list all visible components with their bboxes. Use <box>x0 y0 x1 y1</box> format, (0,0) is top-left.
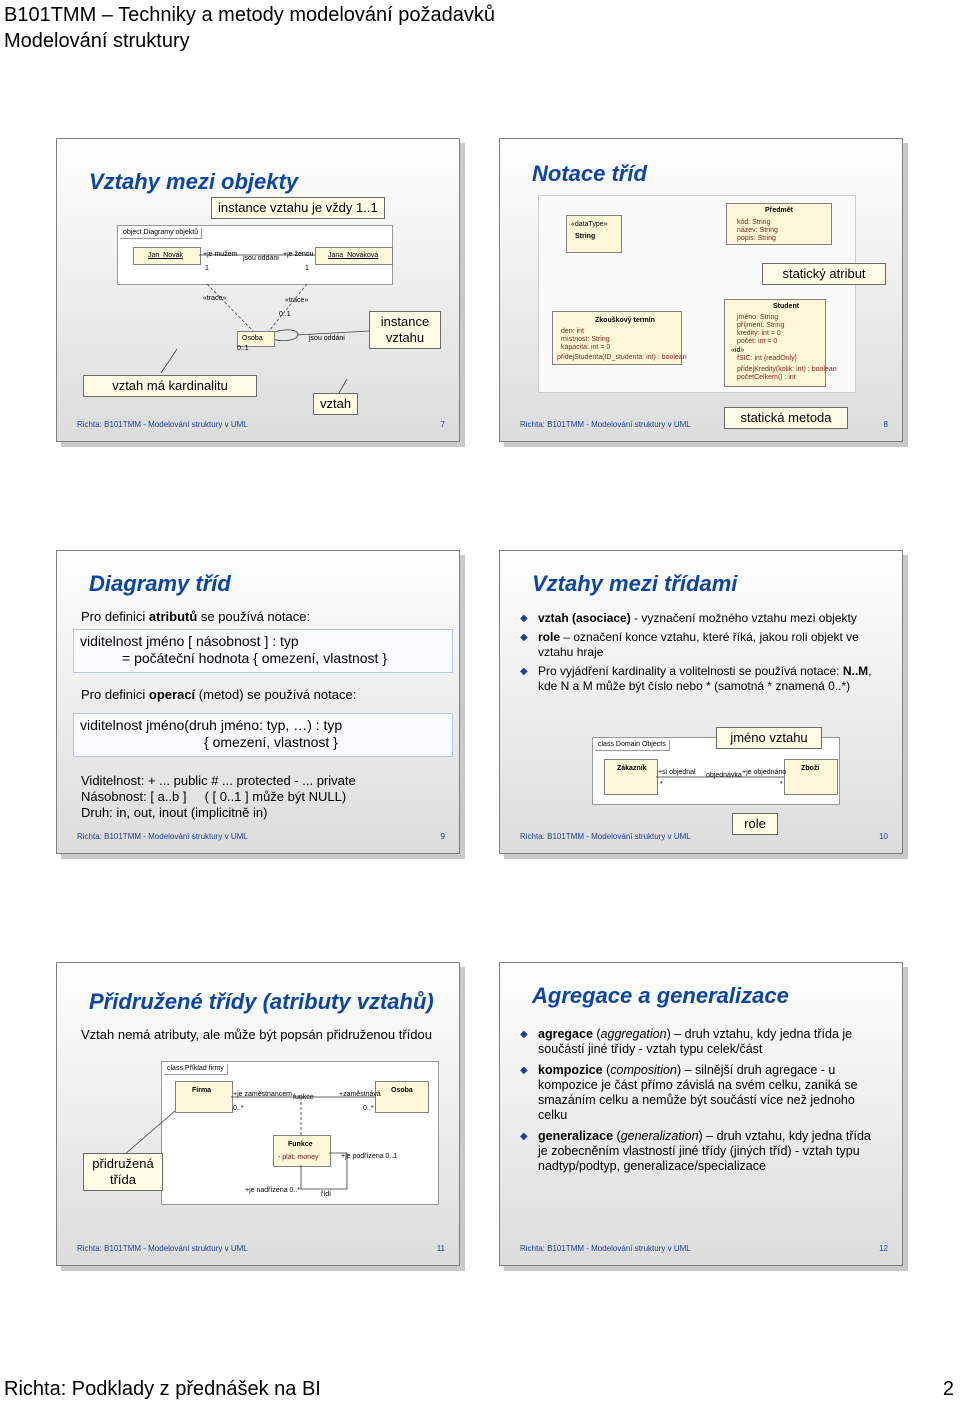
class-mult-top: 0..1 <box>279 311 291 318</box>
class-name: Funkce <box>288 1141 313 1148</box>
notation-line: = počáteční hodnota { omezení, vlastnost } <box>122 650 388 666</box>
slide-10 <box>499 550 903 854</box>
slide-title: Přidružené třídy (atributy vztahů) <box>89 989 434 1014</box>
attribute: popis: String <box>737 235 776 242</box>
header-topic: Modelování struktury <box>4 30 190 52</box>
text: ) – druh vztahu, kdy jedna třída je součástí jiné třídy - vztah typu celek/část <box>538 1027 853 1056</box>
operation: přidejKredity(kolik: int) : boolean <box>737 366 837 373</box>
attribute: kód: String <box>737 219 771 226</box>
callout-staticky-atribut: statický atribut <box>762 263 886 285</box>
class-name: Osoba <box>391 1087 413 1094</box>
multiplicity-line: Násobnost: [ a..b ] ( [ 0..1 ] může být NULL) <box>81 789 347 804</box>
role-je-zenou: +je ženou <box>283 251 314 258</box>
frame-label: object Diagramy objektů <box>120 228 202 239</box>
association-lines <box>57 963 459 1265</box>
attribute-notation <box>73 629 453 673</box>
slide-number: 7 <box>440 420 445 429</box>
role-label: +je nadřízena 0..* <box>245 1187 301 1194</box>
trace-right: «trace» <box>285 297 309 304</box>
intro-attributes <box>81 609 310 624</box>
callout-role: role <box>732 813 778 835</box>
notation-line: viditelnost jméno(druh jméno: typ, …) : typ <box>80 717 343 733</box>
attribute: den: int <box>561 328 584 335</box>
slide-footer: Richta: B101TMM - Modelování struktury v UML <box>77 832 248 841</box>
text: Pro definici <box>81 609 149 624</box>
assoc-label: funkce <box>293 1094 314 1101</box>
class-name: Zákazník <box>617 765 647 772</box>
term: agregace <box>538 1027 593 1041</box>
text: se používá notace: <box>197 609 311 624</box>
slide-11 <box>56 962 460 1266</box>
english-term: composition <box>610 1063 677 1077</box>
callout-jmeno-vztahu: jméno vztahu <box>716 727 822 749</box>
multiplicity: 0..* <box>363 1105 374 1112</box>
attribute: kapacita: int = 0 <box>561 344 611 351</box>
term: vztah (asociace) <box>538 611 631 625</box>
slide-title: Vztahy mezi třídami <box>532 571 738 596</box>
callout-vztah: vztah <box>313 393 358 415</box>
bullet-list <box>520 1027 884 1178</box>
slide-12 <box>499 962 903 1266</box>
bullet-generalizace <box>520 1129 884 1174</box>
term: kompozice <box>538 1063 603 1077</box>
slide-7 <box>56 138 460 442</box>
callout-staticka-metoda: statická metoda <box>724 407 848 429</box>
english-term: generalization <box>620 1129 699 1143</box>
text: - vyznačení možného vztahu mezi objekty <box>630 611 857 625</box>
header-course-title: B101TMM – Techniky a metody modelování požadavků <box>4 4 496 26</box>
term: generalizace <box>538 1129 614 1143</box>
class-name: Předmět <box>765 207 794 214</box>
role-label: +zaměstnává <box>339 1091 381 1098</box>
class-mult-bottom: 0..1 <box>237 345 249 352</box>
kind-line: Druh: in, out, inout (implicitně in) <box>81 805 268 820</box>
slide-number: 11 <box>436 1244 445 1253</box>
class-predmet <box>726 203 832 245</box>
slide-number: 10 <box>879 832 888 841</box>
trace-left: «trace» <box>203 295 227 302</box>
slide-8 <box>499 138 903 442</box>
attribute: název: String <box>737 227 778 234</box>
term: role <box>538 630 561 644</box>
page-header <box>4 2 495 54</box>
intro-operations <box>81 687 356 702</box>
slide-number: 12 <box>879 1244 888 1253</box>
bullet-agregace <box>520 1027 884 1057</box>
callout-pridruzena-trida <box>83 1153 163 1191</box>
operation-notation <box>73 713 453 757</box>
stereotype: «dataType» <box>571 221 608 228</box>
callout-text: instance vztahu <box>380 314 430 345</box>
role-je-muzem: +je mužem <box>203 251 238 258</box>
role-label: +je podřízena 0..1 <box>341 1153 398 1160</box>
attribute: jméno: String <box>737 314 779 321</box>
attribute: počet: int = 0 <box>737 338 778 345</box>
operation: přidejStudenta(ID_studenta: int) : boolean <box>557 354 687 361</box>
slide-title: Agregace a generalizace <box>532 983 789 1008</box>
text: ( <box>592 1027 601 1041</box>
keyword: atributů <box>148 609 198 624</box>
text: Pro definici <box>81 687 149 702</box>
slide-footer: Richta: B101TMM - Modelování struktury v UML <box>520 420 691 429</box>
page-footer: Richta: Podklady z přednášek na BI <box>4 1378 321 1400</box>
object-name: Jan_Novák <box>148 252 184 259</box>
multiplicity: * <box>660 781 663 788</box>
role-label: řídí <box>321 1191 332 1198</box>
mult-1-left: 1 <box>205 265 209 272</box>
slide-9 <box>56 550 460 854</box>
attribute: fSIC: int {readOnly} <box>737 355 797 362</box>
attribute: příjmení: String <box>737 322 785 329</box>
slide-footer: Richta: B101TMM - Modelování struktury v UML <box>77 420 248 429</box>
page-number: 2 <box>942 1378 954 1400</box>
text: ) – druh vztahu, kdy jedna třída je zobecněním vlastností jiné třídy (jiných tříd) - vztah typu nadtyp/podtyp, generalizace/specializace <box>538 1129 871 1173</box>
class-name: Zkouškový termín <box>595 317 655 324</box>
object-name: Jana_Nováková <box>328 252 379 259</box>
frame-label: class Domain Objects <box>595 740 670 751</box>
multiplicity: * <box>780 781 783 788</box>
callout-instance-vztahu <box>369 311 441 349</box>
role-label: +je objednáno <box>742 769 787 776</box>
slide-footer: Richta: B101TMM - Modelování struktury v UML <box>520 1244 691 1253</box>
association-line <box>500 551 902 853</box>
attribute: - plat: money <box>278 1154 319 1161</box>
callout-instance-1-1: instance vztahu je vždy 1..1 <box>211 197 385 219</box>
slide-title: Diagramy tříd <box>89 571 231 596</box>
stereotype: «id» <box>731 347 745 354</box>
class-name: Zboží <box>801 765 820 772</box>
attribute: kredity: int = 0 <box>737 330 781 337</box>
assoc-label: objednávka <box>706 772 742 779</box>
operation: početCelkem() : int <box>737 374 796 381</box>
multiplicity: 0..* <box>233 1105 244 1112</box>
class-assoc-name: jsou oddáni <box>309 335 345 342</box>
english-term: aggregation <box>600 1027 667 1041</box>
class-name: Student <box>773 303 800 310</box>
text: , kde N a M může být číslo nebo * (samotná * znamená 0..*) <box>538 664 872 693</box>
mult-1-right: 1 <box>305 265 309 272</box>
role-label: +si objednal <box>658 769 696 776</box>
term: N..M <box>842 664 869 678</box>
notation-line: { omezení, vlastnost } <box>204 734 338 750</box>
slide-title: Notace tříd <box>532 161 647 186</box>
notation-line: viditelnost jméno [ násobnost ] : typ <box>80 633 299 649</box>
keyword: operací <box>148 687 196 702</box>
text: ( <box>613 1129 621 1143</box>
visibility-line: Viditelnost: + ... public # ... protected - ... private <box>81 773 356 788</box>
description: Vztah nemá atributy, ale může být popsán přidruženou třídou <box>81 1027 432 1042</box>
class-name: Firma <box>192 1087 212 1094</box>
text: – označení konce vztahu, které říká, jakou roli objekt ve vztahu hraje <box>538 630 859 659</box>
slide-footer: Richta: B101TMM - Modelování struktury v UML <box>77 1244 248 1253</box>
class-name: String <box>575 233 596 240</box>
class-name: Osoba <box>242 335 263 342</box>
text: ) – silnější druh agregace - u kompozice je část přímo závislá na svém celku, zaniká se smazáním celku a nemůže být součástí více než jednoho celku <box>538 1063 858 1122</box>
slide-title: Vztahy mezi objekty <box>89 169 299 194</box>
slide-footer: Richta: B101TMM - Modelování struktury v UML <box>520 832 691 841</box>
role-label: +je zaměstnancem <box>233 1091 292 1098</box>
class-string-datatype <box>566 215 622 253</box>
text: (metod) se používá notace: <box>195 687 357 702</box>
callout-kardinalita: vztah má kardinalitu <box>83 375 257 397</box>
callout-text: přidružená třída <box>92 1156 154 1187</box>
text: Pro vyjádření kardinality a volitelnosti se používá notace: <box>538 664 843 678</box>
attribute: místnost: String <box>561 336 610 343</box>
class-student <box>724 299 837 387</box>
slide-number: 8 <box>883 420 888 429</box>
text: ( <box>602 1063 611 1077</box>
assoc-jsou-oddani: jsou oddáni <box>243 255 279 262</box>
slide-number: 9 <box>440 832 445 841</box>
frame-label: class Příklad firmy <box>164 1064 228 1075</box>
class-zkouskovy-termin <box>552 311 687 365</box>
bullet-kompozice <box>520 1063 884 1123</box>
